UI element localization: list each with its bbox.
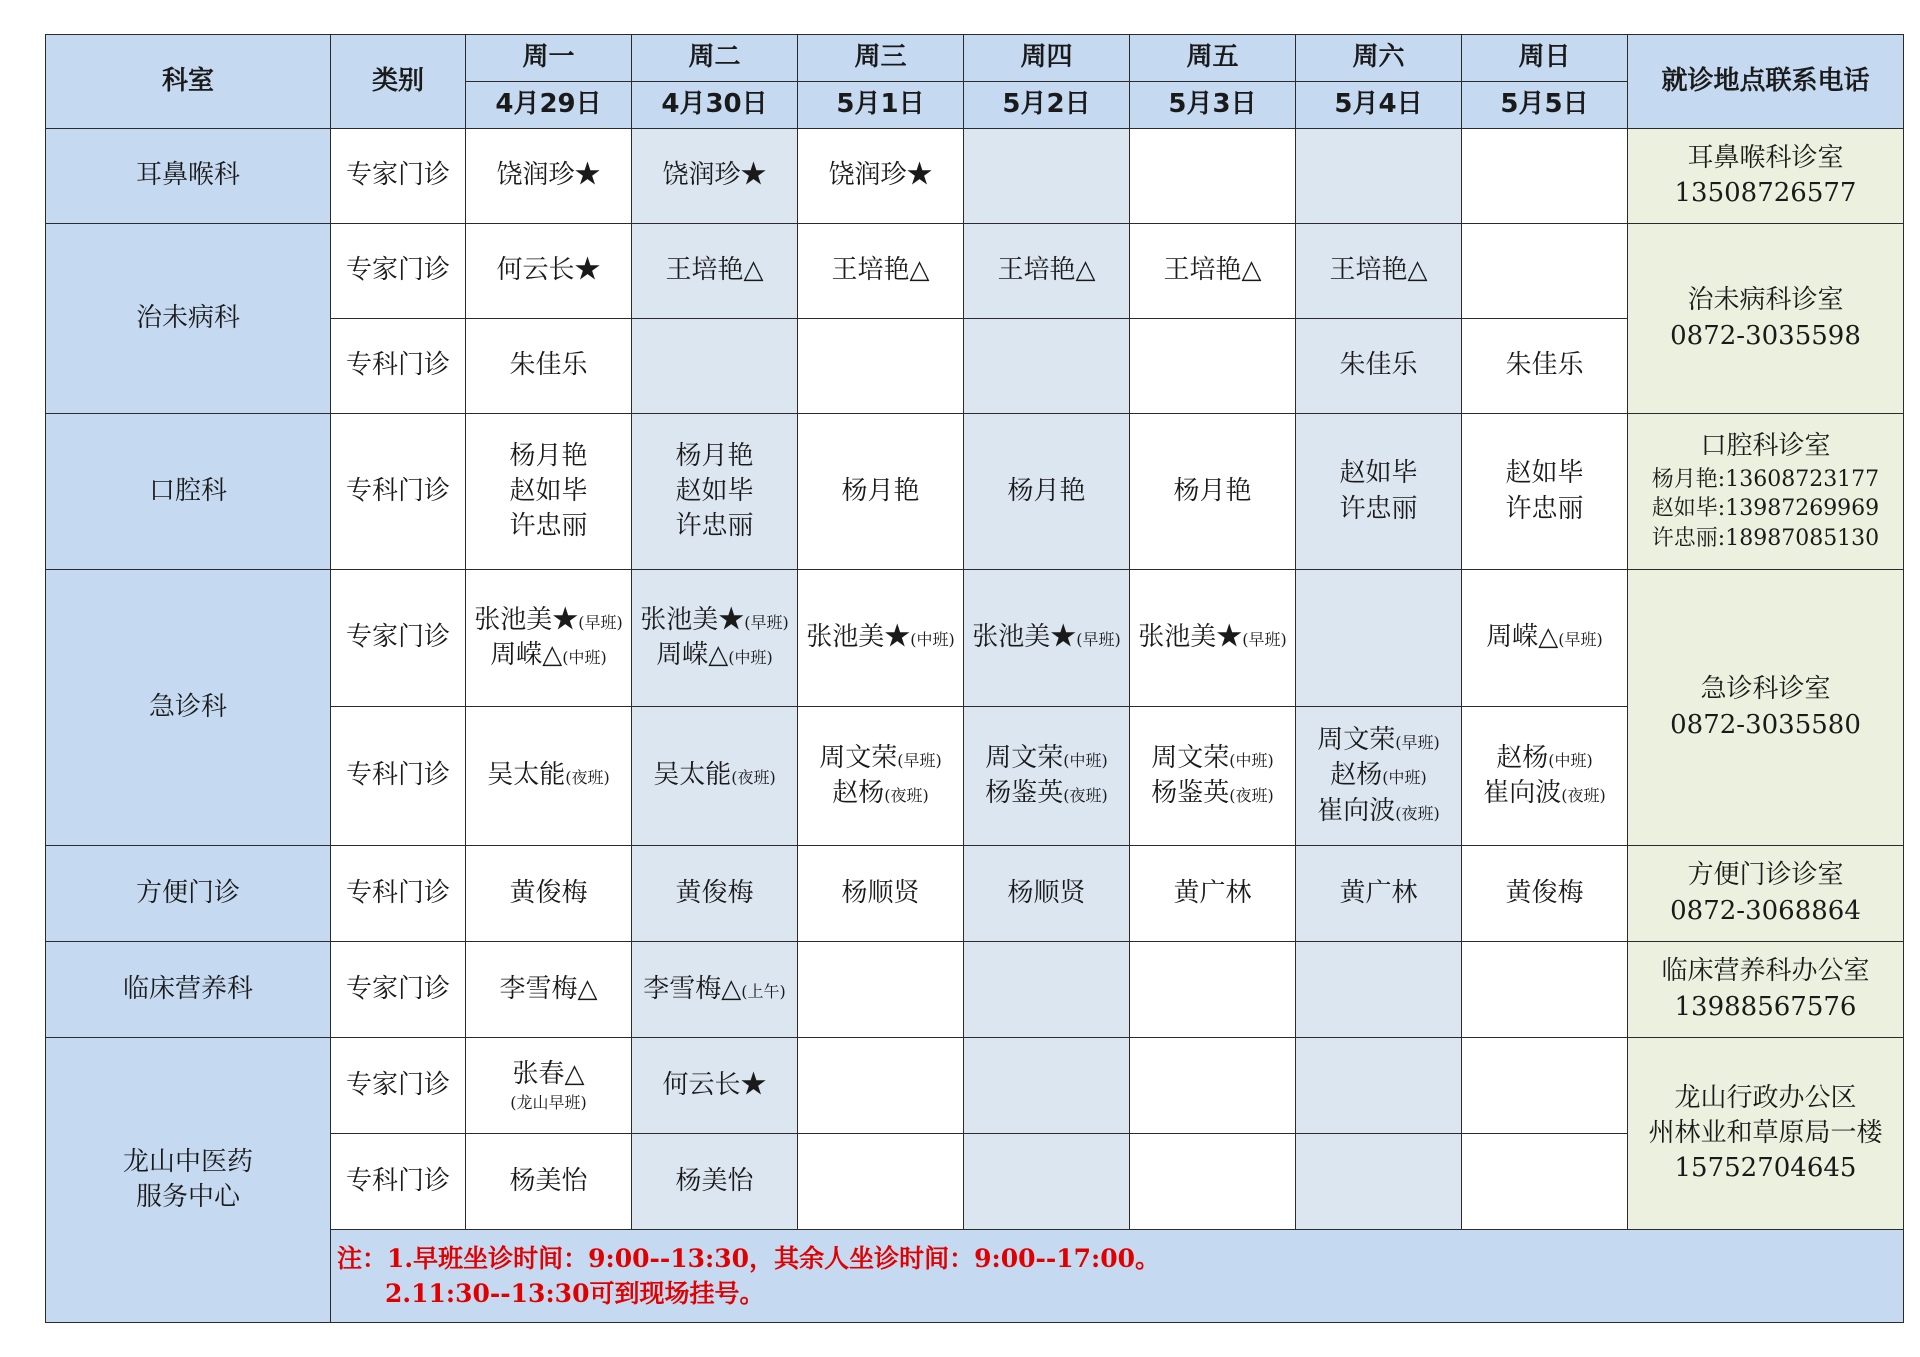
duty-cell: [1462, 224, 1628, 319]
duty-cell: [964, 319, 1130, 414]
duty-cell: 朱佳乐: [1296, 319, 1462, 414]
duty-cell: [632, 942, 798, 1038]
doctor-name: 许忠丽: [509, 511, 588, 542]
header-weekday: 周一: [466, 35, 632, 82]
shift-tag: (夜班): [884, 786, 929, 805]
duty-cell: 何云长★: [466, 224, 632, 319]
contact-name: 方便门诊诊室: [1687, 860, 1844, 891]
table-row: [46, 846, 1904, 942]
duty-cell: 饶润珍★: [466, 129, 632, 224]
shift-tag: (中班): [910, 630, 955, 650]
header-weekday: 周四: [964, 35, 1130, 82]
duty-cell: [1462, 942, 1628, 1038]
doctor-name: 杨月艳: [675, 440, 754, 471]
doctor-name: 周文荣: [985, 742, 1064, 773]
duty-cell: [1296, 1134, 1462, 1230]
doctor-name: 许忠丽: [1339, 493, 1418, 524]
duty-cell: [798, 1038, 964, 1134]
duty-cell: [1296, 570, 1462, 707]
doctor-name: 张春△: [512, 1059, 585, 1090]
doctor-name: 周嵘△: [490, 640, 563, 670]
doctor-name: 周嵘△: [1486, 622, 1559, 653]
dept-name: 临床营养科: [46, 942, 331, 1038]
duty-schedule-table: [45, 34, 1904, 1323]
clinic-type: 专科门诊: [331, 846, 466, 942]
shift-tag: (中班): [562, 648, 607, 667]
contact-phone: 0872-3035598: [1670, 320, 1861, 351]
duty-cell: [1296, 1038, 1462, 1134]
doctor-name: 许忠丽: [1505, 493, 1584, 524]
table-row: [46, 942, 1904, 1038]
shift-tag: (夜班): [1063, 786, 1108, 805]
duty-cell: 朱佳乐: [1462, 319, 1628, 414]
dept-name: 急诊科: [46, 570, 331, 846]
shift-tag: (早班): [578, 612, 623, 632]
duty-cell: 杨月艳: [1130, 414, 1296, 570]
contact-name: 治未病科诊室: [1687, 285, 1844, 316]
doctor-name: 吴太能: [487, 760, 566, 791]
duty-cell: 杨美怡: [632, 1134, 798, 1230]
shift-tag: (中班): [1229, 750, 1274, 770]
duty-cell: 王培艳△: [632, 224, 798, 319]
header-contact: 就诊地点联系电话: [1628, 35, 1904, 129]
duty-cell: [1130, 1038, 1296, 1134]
contact-cell: [1628, 942, 1904, 1038]
header-type: 类别: [331, 35, 466, 129]
duty-cell: 王培艳△: [1130, 224, 1296, 319]
contact-phone: 赵如毕:13987269969: [1651, 496, 1880, 522]
doctor-name: 杨鉴英: [985, 778, 1064, 808]
duty-cell: [466, 414, 632, 570]
contact-name: 龙山行政办公区: [1674, 1082, 1857, 1113]
duty-cell: [798, 942, 964, 1038]
doctor-name: 张池美★: [1138, 622, 1243, 653]
duty-cell: 黄广林: [1130, 846, 1296, 942]
shift-tag: (龙山早班): [510, 1093, 587, 1113]
shift-tag: (夜班): [565, 768, 610, 788]
doctor-name: 崔向波: [1317, 795, 1396, 826]
duty-cell: [964, 129, 1130, 224]
duty-cell: [1130, 129, 1296, 224]
duty-cell: [466, 570, 632, 707]
table-row: [46, 224, 1904, 319]
duty-cell: [798, 570, 964, 707]
duty-cell: [1296, 942, 1462, 1038]
duty-cell: [1462, 570, 1628, 707]
doctor-name: 周文荣: [1317, 725, 1396, 756]
duty-cell: [632, 414, 798, 570]
duty-cell: [964, 942, 1130, 1038]
duty-cell: [632, 319, 798, 414]
clinic-type: 专科门诊: [331, 414, 466, 570]
dept-name: 口腔科: [46, 414, 331, 570]
duty-cell: 杨月艳: [798, 414, 964, 570]
header-weekday: 周三: [798, 35, 964, 82]
duty-cell: 饶润珍★: [798, 129, 964, 224]
duty-cell: [632, 570, 798, 707]
duty-cell: 朱佳乐: [466, 319, 632, 414]
header-date: 5月2日: [964, 82, 1130, 129]
contact-phone: 0872-3068864: [1670, 895, 1861, 926]
contact-name: 州林业和草原局一楼: [1648, 1117, 1883, 1148]
doctor-name: 赵如毕: [1339, 458, 1418, 489]
duty-cell: [1130, 1134, 1296, 1230]
duty-cell: [1130, 570, 1296, 707]
duty-cell: 黄俊梅: [1462, 846, 1628, 942]
duty-cell: 杨顺贤: [798, 846, 964, 942]
doctor-name: 张池美★: [474, 604, 579, 635]
duty-cell: 杨月艳: [964, 414, 1130, 570]
header-weekday: 周六: [1296, 35, 1462, 82]
contact-phone: 13508726577: [1674, 178, 1857, 208]
shift-tag: (中班): [1382, 768, 1427, 788]
contact-phone: 15752704645: [1674, 1153, 1857, 1184]
duty-cell: [964, 1134, 1130, 1230]
footnote: [331, 1230, 1904, 1323]
doctor-name: 赵如毕: [509, 475, 588, 506]
table-row: [46, 570, 1904, 707]
doctor-name: 杨鉴英: [1151, 778, 1230, 808]
table-row: [46, 414, 1904, 570]
duty-cell: [1462, 129, 1628, 224]
contact-cell: [1628, 129, 1904, 224]
duty-cell: [466, 1038, 632, 1134]
contact-name: 耳鼻喉科诊室: [1687, 142, 1844, 173]
duty-cell: [1296, 414, 1462, 570]
duty-cell: 杨美怡: [466, 1134, 632, 1230]
doctor-name: 杨月艳: [509, 440, 588, 471]
contact-name: 临床营养科办公室: [1661, 956, 1870, 987]
dept-name: 耳鼻喉科: [46, 129, 331, 224]
duty-cell: 饶润珍★: [632, 129, 798, 224]
duty-cell: 黄俊梅: [632, 846, 798, 942]
dept-name-line: 龙山中医药: [122, 1146, 253, 1177]
duty-cell: [1296, 707, 1462, 846]
doctor-name: 赵杨: [1496, 742, 1549, 773]
header-weekday: 周五: [1130, 35, 1296, 82]
duty-cell: [798, 319, 964, 414]
clinic-type: 专科门诊: [331, 707, 466, 846]
header-date: 5月4日: [1296, 82, 1462, 129]
contact-name: 急诊科诊室: [1700, 674, 1831, 705]
shift-tag: (夜班): [1561, 786, 1606, 805]
shift-tag: (早班): [1242, 630, 1287, 650]
contact-name: 口腔科诊室: [1700, 431, 1831, 462]
dept-name: [46, 1038, 331, 1323]
duty-cell: [964, 707, 1130, 846]
contact-cell: [1628, 414, 1904, 570]
clinic-type: 专家门诊: [331, 942, 466, 1038]
clinic-type: 专家门诊: [331, 1038, 466, 1134]
doctor-name: 张池美★: [806, 622, 911, 653]
header-dept: 科室: [46, 35, 331, 129]
contact-phone: 13988567576: [1674, 991, 1857, 1022]
duty-cell: [466, 707, 632, 846]
doctor-name: 李雪梅△: [643, 973, 742, 1004]
dept-name-line: 服务中心: [135, 1182, 240, 1212]
duty-cell: 李雪梅△: [466, 942, 632, 1038]
doctor-name: 赵杨: [1330, 760, 1383, 791]
contact-cell: [1628, 1038, 1904, 1230]
doctor-name: 张池美★: [640, 604, 745, 635]
duty-cell: [1462, 1134, 1628, 1230]
shift-tag: (中班): [1063, 750, 1108, 770]
doctor-name: 周文荣: [1151, 742, 1230, 773]
shift-tag: (早班): [1076, 630, 1121, 650]
shift-tag: (早班): [1558, 630, 1603, 650]
shift-tag: (早班): [744, 612, 789, 632]
duty-cell: [1130, 319, 1296, 414]
duty-cell: 杨顺贤: [964, 846, 1130, 942]
dept-name: 方便门诊: [46, 846, 331, 942]
doctor-name: 赵杨: [832, 778, 885, 808]
clinic-type: 专科门诊: [331, 1134, 466, 1230]
contact-cell: [1628, 846, 1904, 942]
doctor-name: 赵如毕: [675, 475, 754, 506]
contact-phone: 许忠丽:18987085130: [1651, 525, 1880, 551]
header-date: 4月29日: [466, 82, 632, 129]
duty-cell: [964, 570, 1130, 707]
doctor-name: 许忠丽: [675, 511, 754, 542]
duty-cell: 黄广林: [1296, 846, 1462, 942]
shift-tag: (中班): [1548, 750, 1593, 770]
footnote-line: 注：1.早班坐诊时间：9:00--13:30，其余人坐诊时间：9:00--17:00。: [337, 1244, 1161, 1273]
doctor-name: 崔向波: [1483, 778, 1562, 808]
header-date: 5月1日: [798, 82, 964, 129]
shift-tag: (早班): [1395, 733, 1440, 753]
duty-cell: 王培艳△: [798, 224, 964, 319]
contact-cell: [1628, 224, 1904, 414]
header-weekday: 周二: [632, 35, 798, 82]
header-date: 5月3日: [1130, 82, 1296, 129]
header-weekday: 周日: [1462, 35, 1628, 82]
contact-phone: 杨月艳:13608723177: [1651, 466, 1880, 492]
clinic-type: 专科门诊: [331, 319, 466, 414]
footnote-line: 2.11:30--13:30可到现场挂号。: [385, 1279, 765, 1308]
shift-tag: (上午): [741, 981, 786, 1001]
shift-tag: (夜班): [1395, 803, 1440, 823]
duty-cell: [1462, 707, 1628, 846]
duty-cell: [1462, 414, 1628, 570]
clinic-type: 专家门诊: [331, 129, 466, 224]
doctor-name: 赵如毕: [1505, 458, 1584, 489]
shift-tag: (夜班): [1229, 786, 1274, 805]
duty-cell: [798, 1134, 964, 1230]
doctor-name: 吴太能: [653, 760, 732, 791]
duty-cell: 王培艳△: [1296, 224, 1462, 319]
shift-tag: (早班): [897, 750, 942, 770]
clinic-type: 专家门诊: [331, 224, 466, 319]
duty-cell: [798, 707, 964, 846]
shift-tag: (中班): [728, 648, 773, 667]
header-date: 4月30日: [632, 82, 798, 129]
duty-cell: [964, 1038, 1130, 1134]
duty-cell: 黄俊梅: [466, 846, 632, 942]
duty-cell: 何云长★: [632, 1038, 798, 1134]
table-row: [46, 1038, 1904, 1134]
doctor-name: 周嵘△: [656, 640, 729, 670]
clinic-type: 专家门诊: [331, 570, 466, 707]
dept-name: 治未病科: [46, 224, 331, 414]
duty-cell: 王培艳△: [964, 224, 1130, 319]
doctor-name: 张池美★: [972, 622, 1077, 653]
table-row: [46, 129, 1904, 224]
contact-cell: [1628, 570, 1904, 846]
duty-cell: [632, 707, 798, 846]
duty-cell: [1296, 129, 1462, 224]
duty-cell: [1130, 942, 1296, 1038]
duty-cell: [1130, 707, 1296, 846]
doctor-name: 周文荣: [819, 742, 898, 773]
header-date: 5月5日: [1462, 82, 1628, 129]
shift-tag: (夜班): [731, 768, 776, 788]
contact-phone: 0872-3035580: [1670, 709, 1861, 740]
duty-cell: [1462, 1038, 1628, 1134]
